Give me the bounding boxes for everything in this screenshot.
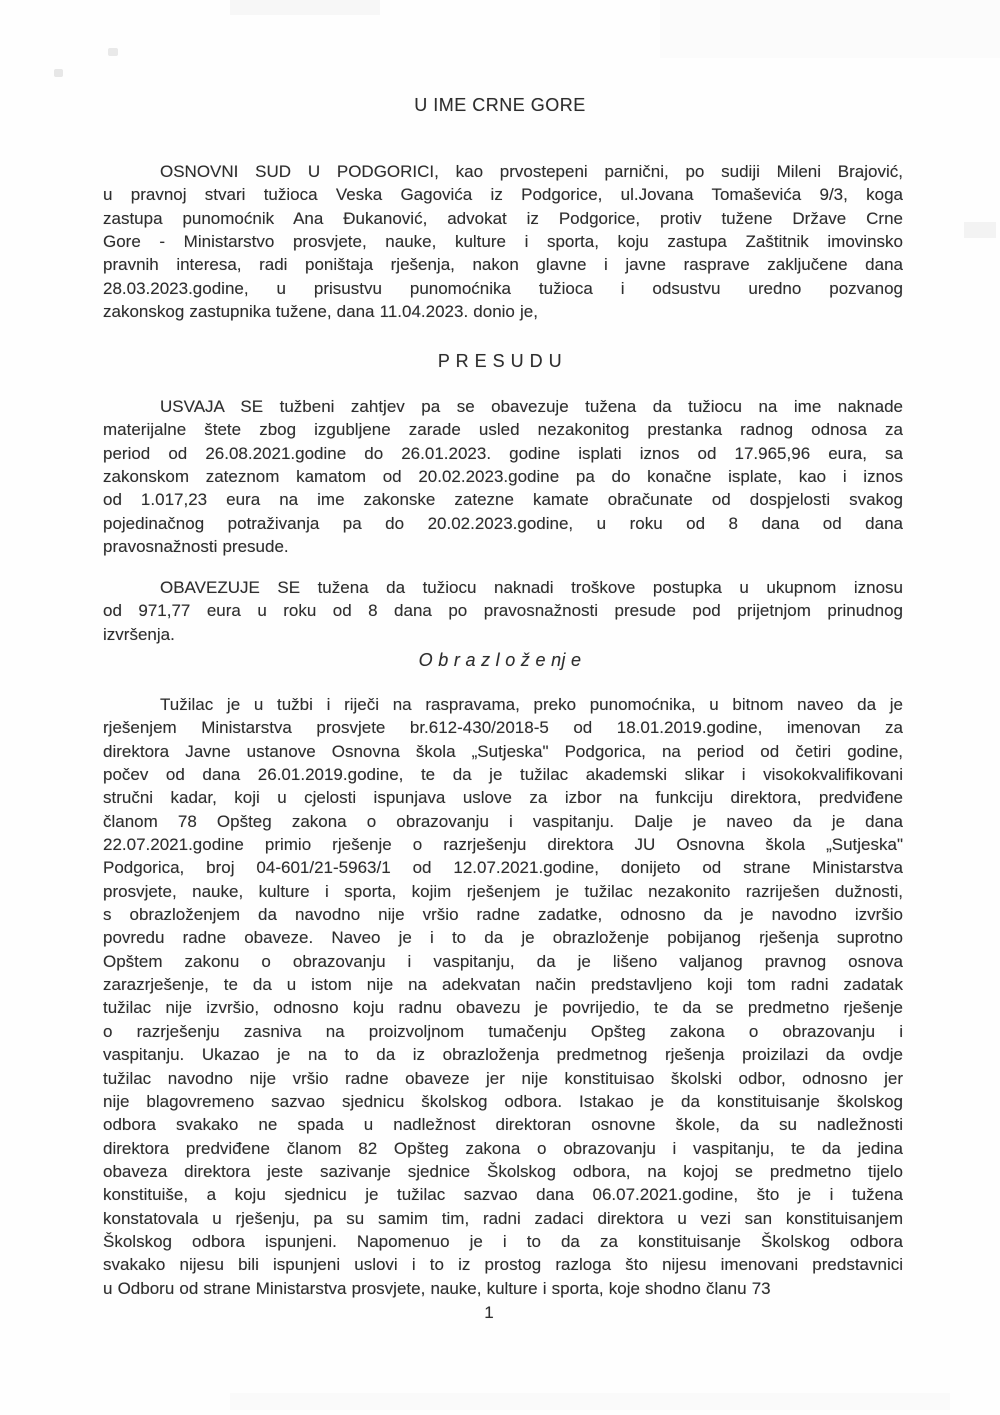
- text-line: od 971,77 eura u roku od 8 dana po pravosnažnosti presude pod prijetnjom prinudnog: [103, 601, 903, 621]
- text-line: tužilac navodno nije vršio radne obaveze jer nije konstituisao školski odbor, odnosno jer: [103, 1068, 903, 1088]
- text-line: prosvjete, nauke, kulture i sporta, kojim rješenjem je tužilac nezakonito razriješen dužnosti,: [103, 881, 903, 901]
- text-line: OSNOVNI SUD U PODGORICI, kao prvostepeni parnični, po sudiji Mileni Brajović,: [160, 162, 903, 181]
- text-line: Gore - Ministarstvo prosvjete, nauke, kulture i sporta, koju zastupa Zaštitnik imovinsko: [103, 232, 903, 252]
- text-line: obaveza direktora jeste sazivanje sjednice Školskog odbora, na kojoj se predmetno tijelo: [103, 1161, 903, 1181]
- text-line: Podgorica, broj 04-601/21-5963/1 od 12.07.2021.godine, donijeto od strane Ministarstva: [103, 858, 903, 878]
- heading-explanation: O b r a z l o ž e nj e: [418, 650, 582, 670]
- text-line: pojedinačnog potraživanja pa do 20.02.2023.godine, u roku od 8 dana od dana: [103, 513, 903, 533]
- text-line: zastupa punomoćnik Ana Đukanović, advokat iz Podgorice, protiv tužene Države Crne: [103, 208, 903, 228]
- paragraph-court-intro: [103, 160, 903, 323]
- paragraph-verdict-costs: [103, 576, 903, 646]
- text-line: materijalne štete zbog izgubljene zarade usled nezakonitog prestanka radnog odnosa za: [103, 420, 903, 440]
- text-line: zakonskog zastupnika tužene, dana 11.04.2023. donio je,: [103, 302, 538, 322]
- text-line: u Odboru od strane Ministarstva prosvjete, nauke, kulture i sporta, koje shodno članu 73: [103, 1278, 771, 1298]
- text-line: USVAJA SE tužbeni zahtjev pa se obavezuje tužena da tužiocu na ime naknade: [160, 397, 903, 416]
- text-line: Školskog odbora ispunjeni. Napomenuo je i to da za konstituisanje Školskog odbora: [103, 1231, 903, 1251]
- text-line: Opštem zakonu o obrazovanju i vaspitanju, da je lišeno valjanog pravnog osnova: [103, 951, 903, 971]
- text-line: odbora svakako ne spada u nadležnost direktoran osnovne škole, da su nadležnosti: [103, 1115, 903, 1135]
- text-line: nije blagovremeno sazvao sjednicu školskog odbora. Istakao je da konstituisanje školskog: [103, 1091, 903, 1111]
- paragraph-verdict-award: [103, 395, 903, 558]
- text-line: članom 78 Opšteg zakona o obrazovanju i vaspitanju. Dalje je naveo da je dana: [103, 811, 903, 831]
- scan-noise-right-edge: [964, 222, 996, 238]
- text-line: Tužilac je u tužbi i riječi na raspravama, preko punomoćnika, u bitnom naveo da je: [160, 695, 903, 714]
- text-line: u pravnoj stvari tužioca Veska Gagovića iz Podgorice, ul.Jovana Tomaševića 9/3, koga: [103, 185, 903, 205]
- scan-speck: [54, 69, 63, 77]
- scan-noise-top-left: [230, 0, 380, 15]
- text-line: povredu radne obaveze. Naveo je i to da je obrazloženje pobijanog rješenja suprotno: [103, 928, 903, 948]
- scan-noise-top-right: [660, 0, 1000, 58]
- text-line: vaspitanju. Ukazao je na to da iz obrazloženja predmetnog rješenja proizilazi da ovdje: [103, 1045, 903, 1065]
- scan-speck: [108, 48, 118, 56]
- text-line: izvršenja.: [103, 624, 175, 644]
- text-line: tužilac nije izvršio, odnosno koju radnu obavezu je povrijedio, te da se predmetno rješenje: [103, 998, 903, 1018]
- text-line: period od 26.08.2021.godine do 26.01.2023. godine isplati iznos od 17.965,96 eura, sa: [103, 443, 903, 463]
- text-line: stručni kadar, koji u cjelosti ispunjava uslove za izbor na funkciju direktora, predviđene: [103, 788, 903, 808]
- text-line: 28.03.2023.godine, u prisustvu punomoćnika tužioca i odsustvu uredno pozvanog: [103, 278, 903, 298]
- text-line: zarazrješenje, te da u istom nije na adekvatan način predstavljeno koji tom radni zadatak: [103, 975, 903, 995]
- text-line: počev od dana 26.01.2019.godine, te da je tužilac akademski slikar i visokokvalifikovani: [103, 765, 903, 785]
- text-line: direktora Javne ustanove Osnovna škola „Sutjeska" Podgorica, na period od četiri godine,: [103, 741, 903, 761]
- page-number: 1: [484, 1303, 494, 1322]
- text-line: od 1.017,23 eura na ime zakonske zatezne kamate obračunate od dospjelosti svakog: [103, 490, 903, 510]
- text-line: konstatovala u rješenju, pa su samim tim, radni zadaci direktora u vezi san konstituisanjem: [103, 1208, 903, 1228]
- heading-verdict: P R E S U D U: [437, 351, 563, 371]
- text-line: s obrazloženjem da navodno nije vršio radne zadatke, odnosno da je navodno izvršio: [103, 905, 903, 925]
- document-title: U IME CRNE GORE: [414, 95, 586, 115]
- text-line: zakonskom zateznom kamatom od 20.02.2023.godine pa do konačne isplate, kao i iznos: [103, 467, 903, 487]
- text-line: OBAVEZUJE SE tužena da tužiocu naknadi troškove postupka u ukupnom iznosu: [160, 578, 903, 597]
- text-line: o razrješenju zasniva na proizvoljnom tumačenju Opšteg zakona o obrazovanju i: [103, 1021, 903, 1041]
- text-line: svakako nijesu bili ispunjeni uslovi i to iz prostog razloga što nijesu imenovani predstavnici: [103, 1255, 903, 1275]
- text-line: pravnih interesa, radi poništaja rješenja, nakon glavne i javne rasprave zaključene dana: [103, 255, 903, 275]
- scan-noise-bottom: [230, 1393, 950, 1410]
- text-line: konstituiše, a koju sjednicu je tužilac sazvao dana 06.07.2021.godine, što je i tužena: [103, 1185, 903, 1205]
- paragraph-explanation: [103, 693, 903, 1300]
- text-line: rješenjem Ministarstva prosvjete br.612-430/2018-5 od 18.01.2019.godine, imenovan za: [103, 718, 903, 738]
- text-line: direktora predviđene članom 82 Opšteg zakona o obrazovanju i vaspitanju, te da jedina: [103, 1138, 903, 1158]
- text-line: 22.07.2021.godine primio rješenje o razrješenju direktora JU Osnovna škola „Sutjeska": [103, 835, 903, 855]
- text-line: pravosnažnosti presude.: [103, 537, 289, 557]
